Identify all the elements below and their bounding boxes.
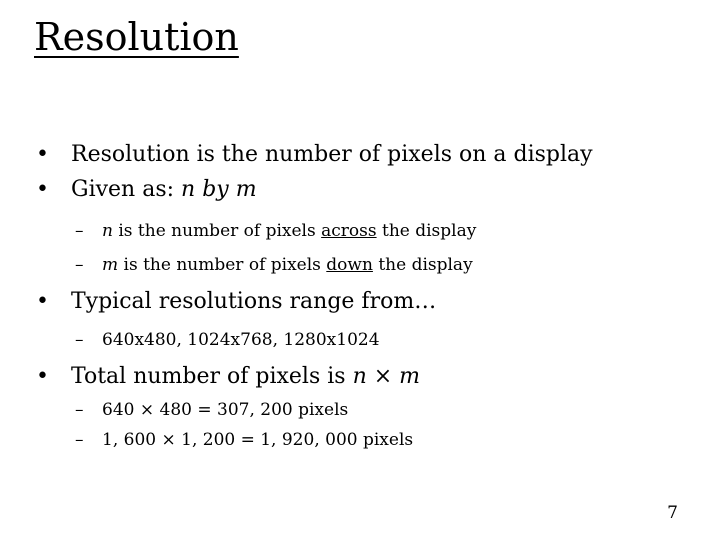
bullet-text: Resolution is the number of pixels on a display	[71, 142, 593, 167]
bullet-expression: n × m	[352, 364, 421, 389]
page-number: 7	[667, 503, 678, 523]
bullet-glyph: •	[36, 289, 49, 314]
sub-bullet-text: the display	[376, 221, 477, 241]
dash-glyph: –	[75, 330, 84, 350]
bullet-text: Total number of pixels is	[71, 364, 353, 389]
sub-bullet-example-640x480	[75, 398, 348, 422]
bullet-typical-resolutions	[36, 287, 436, 317]
variable-m: m	[102, 255, 119, 275]
sub-bullet-text: is the number of pixels	[118, 255, 327, 275]
dash-glyph: –	[75, 255, 84, 275]
bullet-glyph: •	[36, 364, 49, 389]
dash-glyph: –	[75, 430, 84, 450]
sub-bullet-text: 1, 600 × 1, 200 = 1, 920, 000 pixels	[102, 430, 414, 450]
sub-bullet-m-down	[75, 253, 473, 277]
bullet-resolution-definition	[36, 140, 593, 170]
emphasis-down: down	[326, 255, 373, 275]
emphasis-across: across	[321, 221, 377, 241]
sub-bullet-text: 640x480, 1024x768, 1280x1024	[102, 330, 380, 350]
bullet-expression: n by m	[181, 177, 257, 202]
bullet-glyph: •	[36, 142, 49, 167]
bullet-text: Given as:	[71, 177, 182, 202]
bullet-total-pixels	[36, 362, 420, 392]
sub-bullet-example-1600x1200	[75, 428, 413, 452]
bullet-given-as	[36, 175, 257, 205]
bullet-text: Typical resolutions range from…	[71, 289, 437, 314]
dash-glyph: –	[75, 400, 84, 420]
variable-n: n	[102, 221, 113, 241]
slide-title: Resolution	[34, 15, 239, 59]
dash-glyph: –	[75, 221, 84, 241]
bullet-glyph: •	[36, 177, 49, 202]
sub-bullet-n-across	[75, 219, 476, 243]
sub-bullet-resolution-list	[75, 328, 380, 352]
sub-bullet-text: 640 × 480 = 307, 200 pixels	[102, 400, 349, 420]
sub-bullet-text: is the number of pixels	[112, 221, 322, 241]
sub-bullet-text: the display	[372, 255, 473, 275]
